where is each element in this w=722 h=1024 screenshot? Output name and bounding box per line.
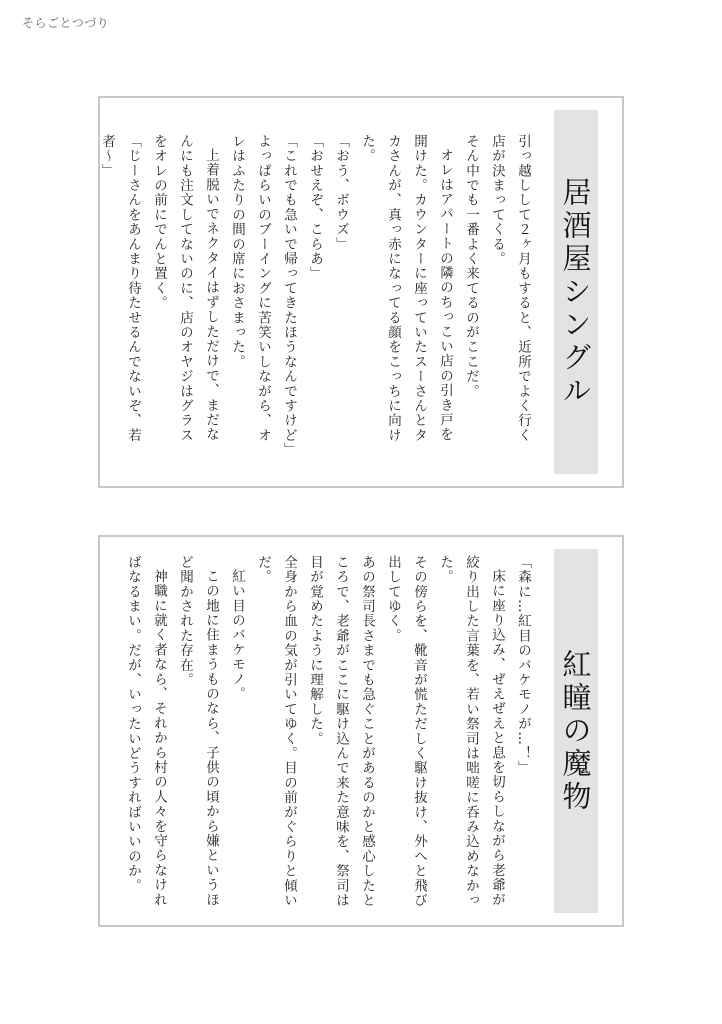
story-excerpt [126,555,536,911]
paragraph: 「じーさんをあんまり待たせるんでないぞ、若者～」 [99,134,141,443]
paragraph: よっぱらいのブーイングに苦笑いしながら、オレはふたりの間の席におさまった。 [229,134,271,443]
site-name: そらごとつづり [22,16,110,30]
story-card-izakaya[interactable] [98,96,624,488]
paragraph: 紅い目のバケモノ。 [229,568,245,701]
paragraph: この地に住まうものなら、子供の頃から嫌というほど聞かされた存在。 [177,555,219,907]
paragraph: 全身から血の気が引いてゆく。目の前がぐらりと傾いだ。 [255,555,297,908]
story-title[interactable]: 紅瞳の魔物 [558,648,593,814]
paragraph: あの祭司長さまでも急ぐことがあるのかと感心したところで、老爺がここに駆け込んで来た意味を、祭司は目が覚めたように理解した。 [307,555,375,908]
paragraph: 上着脱いでネクタイはずしただけで、まだなんにも注文してないのに、店のオヤジはグラスをオレの前にでんと置く。 [151,134,219,443]
story-title-band [554,110,598,474]
paragraph: 床に座り込み、ぜえぜえと息を切らしながら老爺が絞り出した言葉を、若い祭司は咄嗟に呑み込めなかった。 [437,555,505,908]
paragraph: 「森に…紅目のバケモノが…！」 [515,555,531,776]
story-card-kotou[interactable] [98,535,624,927]
paragraph: 「おう、ボウズ」 [333,134,349,252]
story-title-band [554,549,598,913]
paragraph: その傍らを、靴音が慌ただしく駆け抜け、外へと飛び出してゆく。 [385,555,427,908]
paragraph: 引っ越しして２ヶ月もすると、近所でよく行く店が決まってくる。 [489,134,531,443]
paragraph: そん中でも一番よく来てるのがここだ。 [463,134,479,399]
story-excerpt [99,134,536,458]
story-title[interactable]: 居酒屋シングル [558,176,593,408]
paragraph: 「これでも急いで帰ってきたほうなんですけど」 [281,134,297,458]
paragraph: 神職に就く者なら、それから村の人々を守らなければなるまい。だが、いったいどうすればいいのか。 [125,555,167,907]
paragraph: オレはアパートの隣のちっこい店の引き戸を開けた。カウンターに座っていたスーさんとタカさんが、真っ赤になってる顔をこっちに向けた。 [359,134,453,443]
paragraph: 「おせえぞ、こらあ」 [307,134,323,281]
